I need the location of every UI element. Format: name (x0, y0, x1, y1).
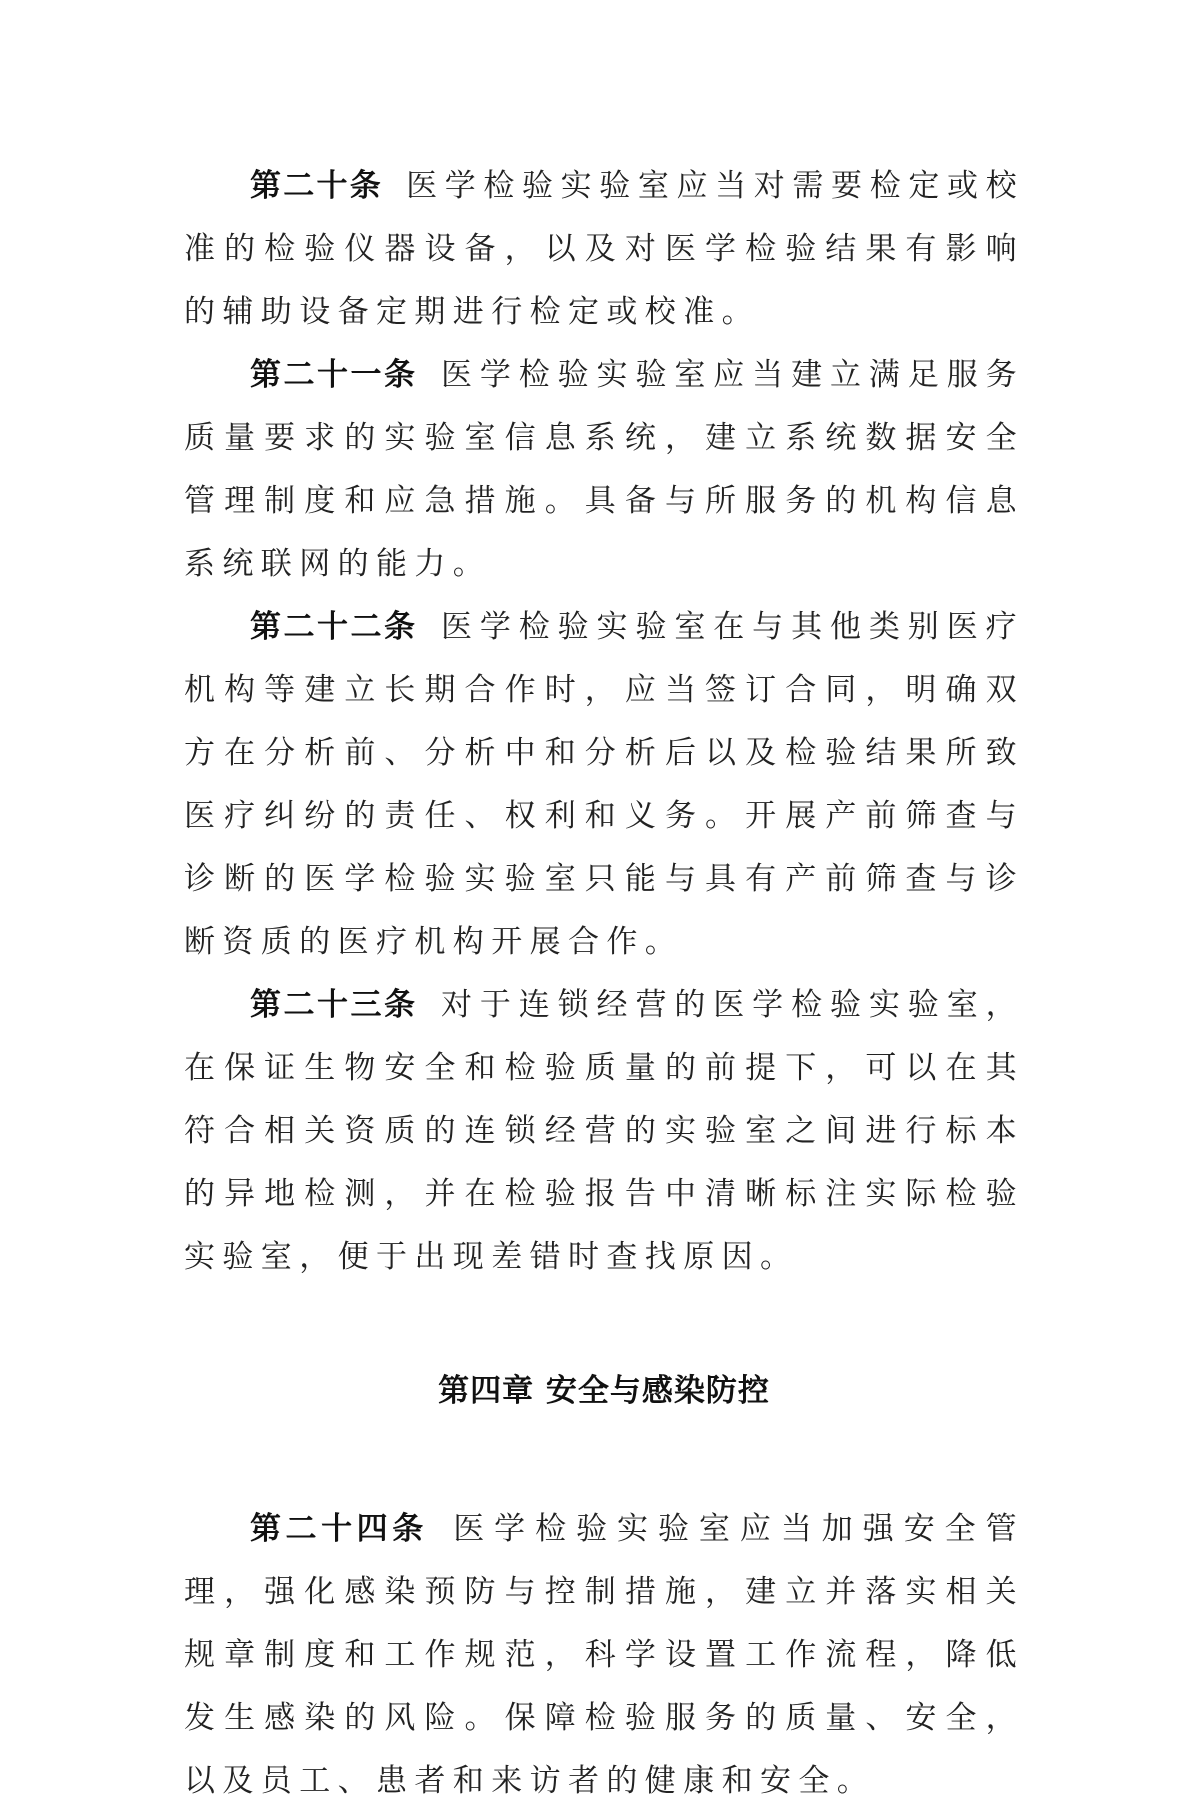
article-body: 医学检验实验室在与其他类别医疗机构等建立长期合作时，应当签订合同，明确双方在分析前、分析中和分析后以及检验结果所致医疗纠纷的责任、权利和义务。开展产前筛查与诊断的医学检验实验室只能与具有产前筛查与诊断资质的医疗机构开展合作。 (184, 609, 1025, 960)
article-24 (184, 1498, 1024, 1813)
document-content (184, 155, 1024, 1813)
chapter-title: 第四章 安全与感染防控 (438, 1373, 770, 1409)
article-22 (184, 596, 1024, 974)
article-heading: 第二十一条 (250, 357, 418, 393)
article-body: 对于连锁经营的医学检验实验室，在保证生物安全和检验质量的前提下，可以在其符合相关资质的连锁经营的实验室之间进行标本的异地检测，并在检验报告中清晰标注实际检验实验室，便于出现差错时查找原因。 (184, 987, 1025, 1275)
article-heading: 第二十二条 (250, 609, 418, 645)
article-20 (184, 155, 1024, 344)
article-21 (184, 344, 1024, 596)
article-heading: 第二十四条 (250, 1511, 428, 1547)
article-heading: 第二十三条 (250, 987, 418, 1023)
article-23 (184, 974, 1024, 1289)
article-body: 医学检验实验室应当加强安全管理，强化感染预防与控制措施，建立并落实相关规章制度和工作规范，科学设置工作流程，降低发生感染的风险。保障检验服务的质量、安全，以及员工、患者和来访者的健康和安全。 (184, 1511, 1024, 1799)
article-heading: 第二十条 (250, 168, 383, 204)
article-body: 医学检验实验室应当对需要检定或校准的检验仪器设备，以及对医学检验结果有影响的辅助设备定期进行检定或校准。 (184, 168, 1024, 330)
article-body: 医学检验实验室应当建立满足服务质量要求的实验室信息系统，建立系统数据安全管理制度和应急措施。具备与所服务的机构信息系统联网的能力。 (184, 357, 1025, 582)
